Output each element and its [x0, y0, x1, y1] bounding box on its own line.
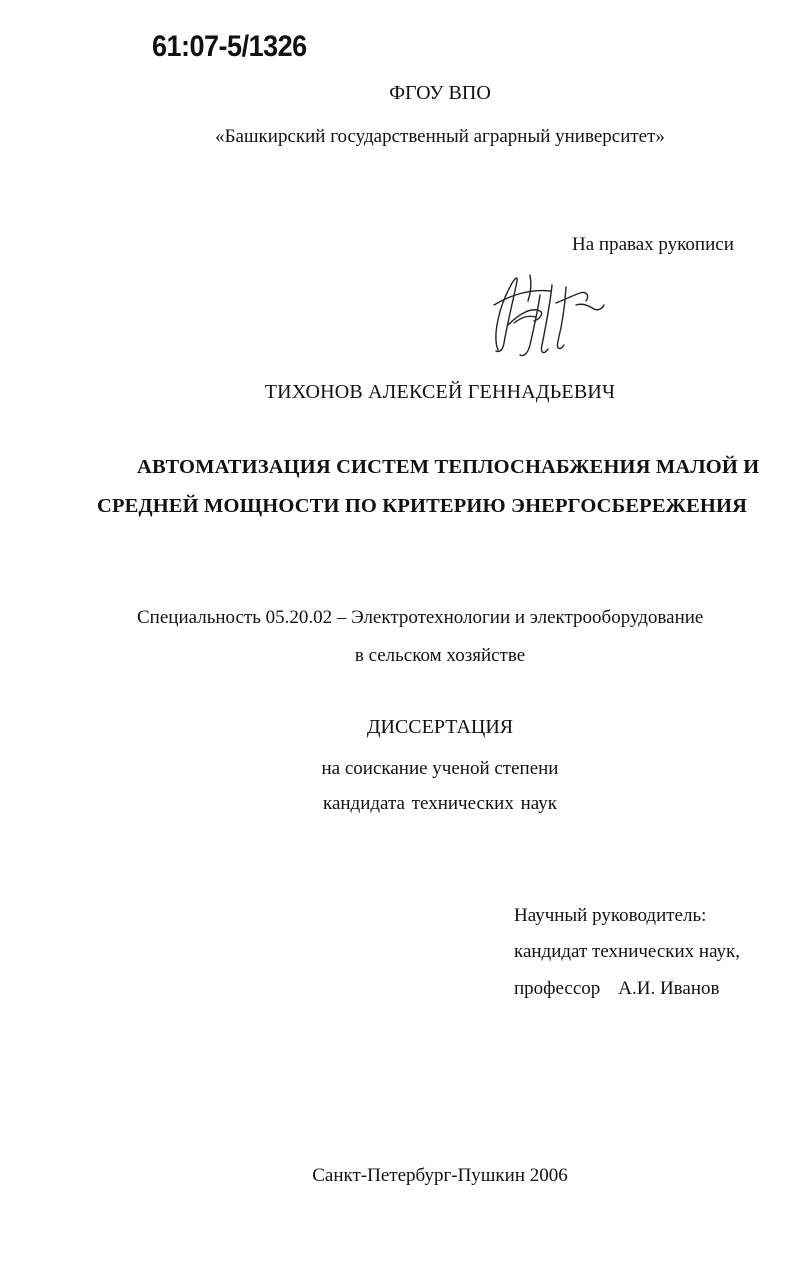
specialty-line-1: Специальность 05.20.02 – Электротехнологии и электрооборудование — [137, 607, 704, 628]
supervisor-degree: кандидат технических наук, — [514, 941, 741, 962]
supervisor-name: А.И. Иванов — [618, 978, 720, 999]
supervisor-title: профессор — [514, 978, 601, 999]
thesis-title-line-2: СРЕДНЕЙ МОЩНОСТИ ПО КРИТЕРИЮ ЭНЕРГОСБЕРЕЖЕНИЯ — [97, 495, 748, 517]
manuscript-rights: На правах рукописи — [572, 234, 734, 255]
thesis-title-line-1: АВТОМАТИЗАЦИЯ СИСТЕМ ТЕПЛОСНАБЖЕНИЯ МАЛОЙ И — [137, 456, 760, 478]
registry-code: 61:07-5/1326 — [152, 30, 307, 63]
organization-short: ФГОУ ВПО — [389, 82, 491, 104]
supervisor-line — [514, 978, 719, 1000]
organization-full: «Башкирский государственный аграрный университет» — [215, 126, 665, 147]
specialty-line-2: в сельском хозяйстве — [354, 645, 526, 666]
author-name: ТИХОНОВ АЛЕКСЕЙ ГЕННАДЬЕВИЧ — [264, 381, 616, 403]
work-type: ДИССЕРТАЦИЯ — [366, 716, 514, 738]
supervisor-label: Научный руководитель: — [514, 905, 707, 926]
place-and-year: Санкт-Петербург-Пушкин 2006 — [312, 1165, 568, 1186]
work-purpose: на соискание ученой степени — [321, 758, 559, 779]
degree: кандидата технических наук — [323, 793, 557, 814]
handwritten-signature — [470, 265, 620, 365]
